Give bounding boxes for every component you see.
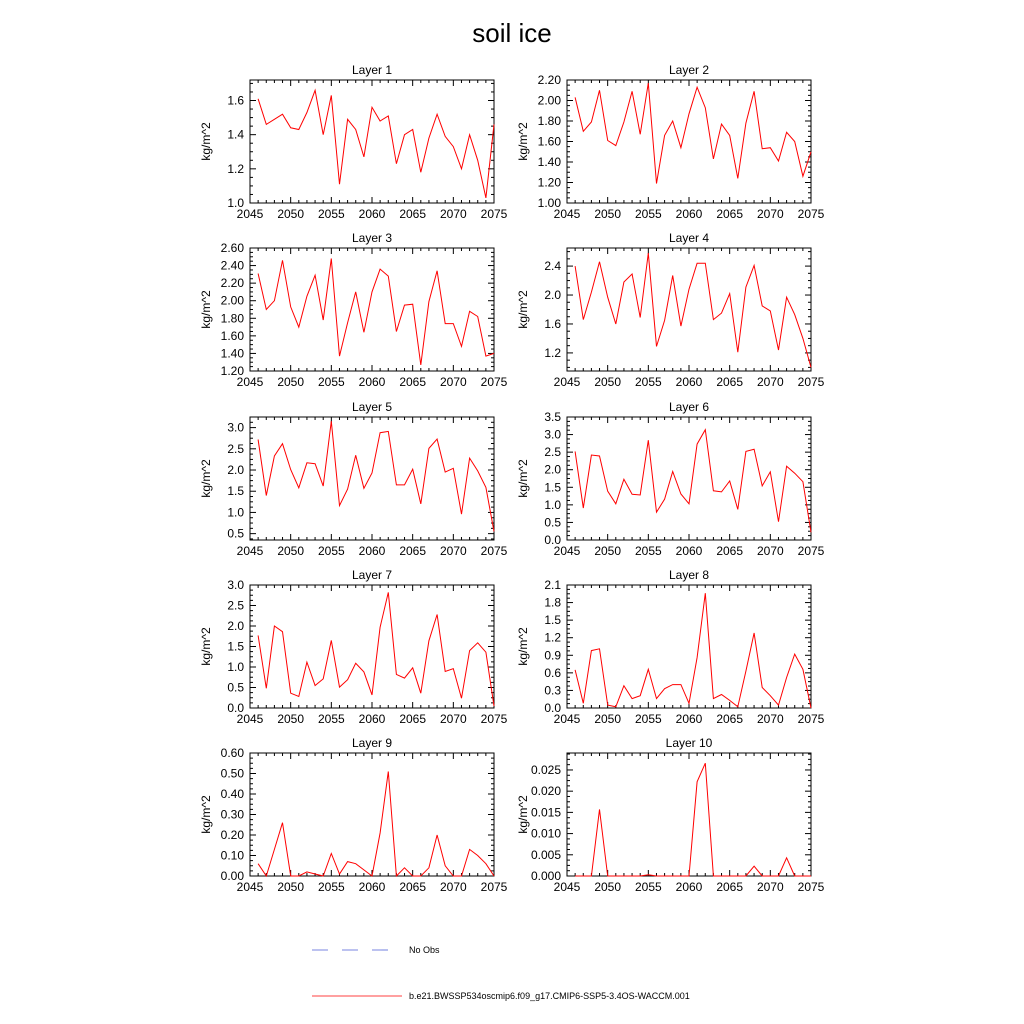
x-tick-label: 2050 <box>594 880 622 894</box>
x-tick-label: 2060 <box>675 880 703 894</box>
y-tick-label: 0.3 <box>544 683 561 698</box>
series-line <box>258 592 494 706</box>
x-tick-label: 2045 <box>553 544 581 558</box>
x-tick-label: 2055 <box>317 712 345 726</box>
y-tick-label: 1.00 <box>537 196 561 210</box>
y-tick-label: 2.60 <box>220 241 244 255</box>
x-tick-label: 2070 <box>756 544 784 558</box>
y-tick-label: 2.0 <box>227 619 244 633</box>
main-title: soil ice <box>472 18 552 48</box>
x-tick-label: 2060 <box>675 544 703 558</box>
y-tick-label: 1.80 <box>537 114 561 128</box>
panel-layer-6 <box>516 400 825 558</box>
panel-title: Layer 4 <box>668 231 710 245</box>
series-line <box>575 763 811 876</box>
panel-layer-8 <box>516 568 825 726</box>
y-tick-label: 1.0 <box>544 497 561 512</box>
x-tick-label: 2045 <box>236 375 264 389</box>
y-tick-label: 1.60 <box>220 328 244 343</box>
x-tick-label: 2050 <box>277 544 305 558</box>
x-tick-label: 2065 <box>399 375 427 389</box>
y-tick-label: 0.5 <box>544 515 561 530</box>
y-tick-label: 0.50 <box>220 766 244 781</box>
series-line <box>575 430 811 533</box>
x-tick-label: 2070 <box>756 712 784 726</box>
series-line <box>258 259 494 365</box>
x-tick-label: 2045 <box>553 880 581 894</box>
x-tick-label: 2065 <box>399 712 427 726</box>
series-line <box>258 421 494 531</box>
panel-title: Layer 10 <box>665 736 713 750</box>
series-line <box>575 253 811 367</box>
y-tick-label: 1.2 <box>227 161 244 176</box>
x-tick-label: 2045 <box>553 712 581 726</box>
y-tick-label: 2.0 <box>544 462 561 477</box>
y-tick-label: 0.30 <box>220 807 244 822</box>
x-tick-label: 2060 <box>358 544 386 558</box>
plot-frame <box>567 248 811 371</box>
panel-title: Layer 1 <box>351 63 393 77</box>
x-tick-label: 2075 <box>480 880 508 894</box>
panel-layer-2 <box>516 63 825 221</box>
x-tick-label: 2065 <box>716 880 744 894</box>
y-tick-label: 0.015 <box>530 805 561 820</box>
y-tick-label: 1.0 <box>227 660 244 674</box>
y-tick-label: 0.025 <box>530 762 561 777</box>
x-tick-label: 2075 <box>797 375 825 389</box>
y-tick-label: 3.0 <box>544 427 561 442</box>
y-tick-label: 1.8 <box>544 595 561 610</box>
y-tick-label: 1.2 <box>544 345 561 360</box>
legend-no-obs-label: No Obs <box>409 945 440 955</box>
y-tick-label: 0.10 <box>220 848 244 863</box>
x-tick-label: 2060 <box>675 375 703 389</box>
y-tick-label: 1.5 <box>544 613 561 628</box>
series-line <box>258 90 494 198</box>
x-tick-label: 2070 <box>756 207 784 221</box>
plot-frame <box>250 585 494 708</box>
x-tick-label: 2050 <box>594 712 622 726</box>
x-tick-label: 2045 <box>553 207 581 221</box>
plot-frame <box>250 753 494 876</box>
x-tick-label: 2065 <box>716 375 744 389</box>
y-axis-label: kg/m^2 <box>516 795 530 834</box>
y-tick-label: 0.9 <box>544 648 561 663</box>
y-axis-label: kg/m^2 <box>199 795 213 834</box>
x-tick-label: 2055 <box>634 375 662 389</box>
y-axis-label: kg/m^2 <box>199 459 213 498</box>
x-tick-label: 2065 <box>716 207 744 221</box>
x-tick-label: 2070 <box>439 544 467 558</box>
x-tick-label: 2060 <box>675 207 703 221</box>
y-tick-label: 1.60 <box>537 134 561 149</box>
x-tick-label: 2060 <box>358 712 386 726</box>
x-tick-label: 2045 <box>553 375 581 389</box>
panel-layer-7 <box>199 568 508 726</box>
x-tick-label: 2050 <box>277 207 305 221</box>
y-tick-label: 2.20 <box>220 276 244 291</box>
panel-title: Layer 9 <box>351 736 393 750</box>
y-tick-label: 1.20 <box>537 175 561 190</box>
x-tick-label: 2065 <box>399 207 427 221</box>
x-tick-label: 2050 <box>594 207 622 221</box>
x-tick-label: 2070 <box>439 207 467 221</box>
y-tick-label: 2.40 <box>220 258 244 273</box>
y-tick-label: 2.0 <box>227 463 244 478</box>
y-tick-label: 0.010 <box>530 826 561 841</box>
legend <box>312 945 690 1001</box>
series-line <box>258 772 494 877</box>
y-tick-label: 0.00 <box>220 869 244 883</box>
y-tick-label: 0.5 <box>227 526 244 541</box>
panel-layer-5 <box>199 400 508 558</box>
y-axis-label: kg/m^2 <box>516 290 530 329</box>
y-axis-label: kg/m^2 <box>199 122 213 161</box>
x-tick-label: 2075 <box>797 880 825 894</box>
y-tick-label: 0.40 <box>220 787 244 801</box>
y-tick-label: 1.4 <box>227 127 244 142</box>
panels-grid <box>199 63 825 894</box>
plot-frame <box>567 80 811 203</box>
panel-layer-4 <box>516 231 825 389</box>
series-line <box>575 83 811 183</box>
legend-model-label: b.e21.BWSSP534oscmip6.f09_g17.CMIP6-SSP5-3.4OS-WACCM.001 <box>409 991 690 1001</box>
x-tick-label: 2045 <box>236 207 264 221</box>
y-tick-label: 2.5 <box>227 441 244 456</box>
x-tick-label: 2050 <box>277 712 305 726</box>
x-tick-label: 2065 <box>399 544 427 558</box>
y-tick-label: 1.40 <box>220 346 244 361</box>
x-tick-label: 2055 <box>317 880 345 894</box>
y-tick-label: 2.4 <box>544 259 561 274</box>
x-tick-label: 2065 <box>716 712 744 726</box>
x-tick-label: 2055 <box>634 880 662 894</box>
x-tick-label: 2045 <box>236 544 264 558</box>
y-axis-label: kg/m^2 <box>516 459 530 498</box>
y-axis-label: kg/m^2 <box>199 627 213 666</box>
panel-layer-10 <box>516 736 825 894</box>
panel-title: Layer 7 <box>351 568 393 582</box>
y-tick-label: 1.80 <box>220 311 244 326</box>
x-tick-label: 2065 <box>399 880 427 894</box>
y-tick-label: 1.20 <box>220 364 244 378</box>
y-tick-label: 2.00 <box>537 93 561 108</box>
x-tick-label: 2055 <box>317 544 345 558</box>
y-tick-label: 0.0 <box>227 701 244 715</box>
y-tick-label: 1.6 <box>544 316 561 331</box>
y-tick-label: 2.1 <box>544 578 561 592</box>
y-tick-label: 0.5 <box>227 680 244 695</box>
y-tick-label: 1.6 <box>227 93 244 108</box>
panel-title: Layer 2 <box>668 63 710 77</box>
x-tick-label: 2060 <box>358 375 386 389</box>
panel-layer-3 <box>199 231 508 389</box>
x-tick-label: 2075 <box>480 207 508 221</box>
x-tick-label: 2060 <box>358 207 386 221</box>
x-tick-label: 2070 <box>756 880 784 894</box>
x-tick-label: 2055 <box>634 207 662 221</box>
x-tick-label: 2075 <box>797 544 825 558</box>
y-tick-label: 0.20 <box>220 828 244 842</box>
x-tick-label: 2050 <box>594 544 622 558</box>
plot-frame <box>567 753 811 876</box>
x-tick-label: 2050 <box>277 375 305 389</box>
y-axis-label: kg/m^2 <box>199 290 213 329</box>
x-tick-label: 2075 <box>480 712 508 726</box>
x-tick-label: 2075 <box>797 207 825 221</box>
series-line <box>575 593 811 708</box>
y-axis-label: kg/m^2 <box>516 122 530 161</box>
y-tick-label: 2.20 <box>537 73 561 87</box>
x-tick-label: 2070 <box>439 712 467 726</box>
x-tick-label: 2075 <box>797 712 825 726</box>
y-tick-label: 3.0 <box>227 420 244 435</box>
panel-title: Layer 3 <box>351 231 393 245</box>
y-tick-label: 0.020 <box>530 784 561 799</box>
x-tick-label: 2055 <box>317 375 345 389</box>
x-tick-label: 2075 <box>480 375 508 389</box>
y-tick-label: 0.0 <box>544 533 561 547</box>
x-tick-label: 2070 <box>439 375 467 389</box>
x-tick-label: 2060 <box>358 880 386 894</box>
x-tick-label: 2055 <box>317 207 345 221</box>
x-tick-label: 2055 <box>634 712 662 726</box>
y-tick-label: 1.0 <box>227 505 244 520</box>
x-tick-label: 2050 <box>594 375 622 389</box>
y-tick-label: 1.5 <box>227 484 244 499</box>
y-tick-label: 2.00 <box>220 293 244 308</box>
x-tick-label: 2070 <box>439 880 467 894</box>
x-tick-label: 2065 <box>716 544 744 558</box>
y-tick-label: 0.000 <box>530 869 561 883</box>
panel-layer-1 <box>199 63 508 221</box>
x-tick-label: 2070 <box>756 375 784 389</box>
plot-frame <box>250 417 494 540</box>
x-tick-label: 2075 <box>480 544 508 558</box>
panel-title: Layer 5 <box>351 400 393 414</box>
y-tick-label: 3.0 <box>227 578 244 592</box>
x-tick-label: 2055 <box>634 544 662 558</box>
x-tick-label: 2060 <box>675 712 703 726</box>
y-tick-label: 1.5 <box>544 480 561 495</box>
x-tick-label: 2045 <box>236 712 264 726</box>
panel-title: Layer 8 <box>668 568 710 582</box>
y-tick-label: 2.5 <box>544 445 561 460</box>
y-axis-label: kg/m^2 <box>516 627 530 666</box>
y-tick-label: 2.5 <box>227 598 244 613</box>
x-tick-label: 2045 <box>236 880 264 894</box>
y-tick-label: 3.5 <box>544 410 561 424</box>
y-tick-label: 0.005 <box>530 847 561 862</box>
y-tick-label: 1.2 <box>544 630 561 645</box>
panel-layer-9 <box>199 736 508 894</box>
panel-title: Layer 6 <box>668 400 710 414</box>
plot-frame <box>250 80 494 203</box>
plot-frame <box>567 417 811 540</box>
y-tick-label: 1.5 <box>227 639 244 654</box>
y-tick-label: 1.0 <box>227 196 244 210</box>
y-tick-label: 0.6 <box>544 665 561 680</box>
y-tick-label: 0.60 <box>220 746 244 760</box>
y-tick-label: 0.0 <box>544 701 561 715</box>
plot-frame <box>567 585 811 708</box>
y-tick-label: 2.0 <box>544 288 561 303</box>
x-tick-label: 2050 <box>277 880 305 894</box>
y-tick-label: 1.40 <box>537 155 561 169</box>
plot-frame <box>250 248 494 371</box>
